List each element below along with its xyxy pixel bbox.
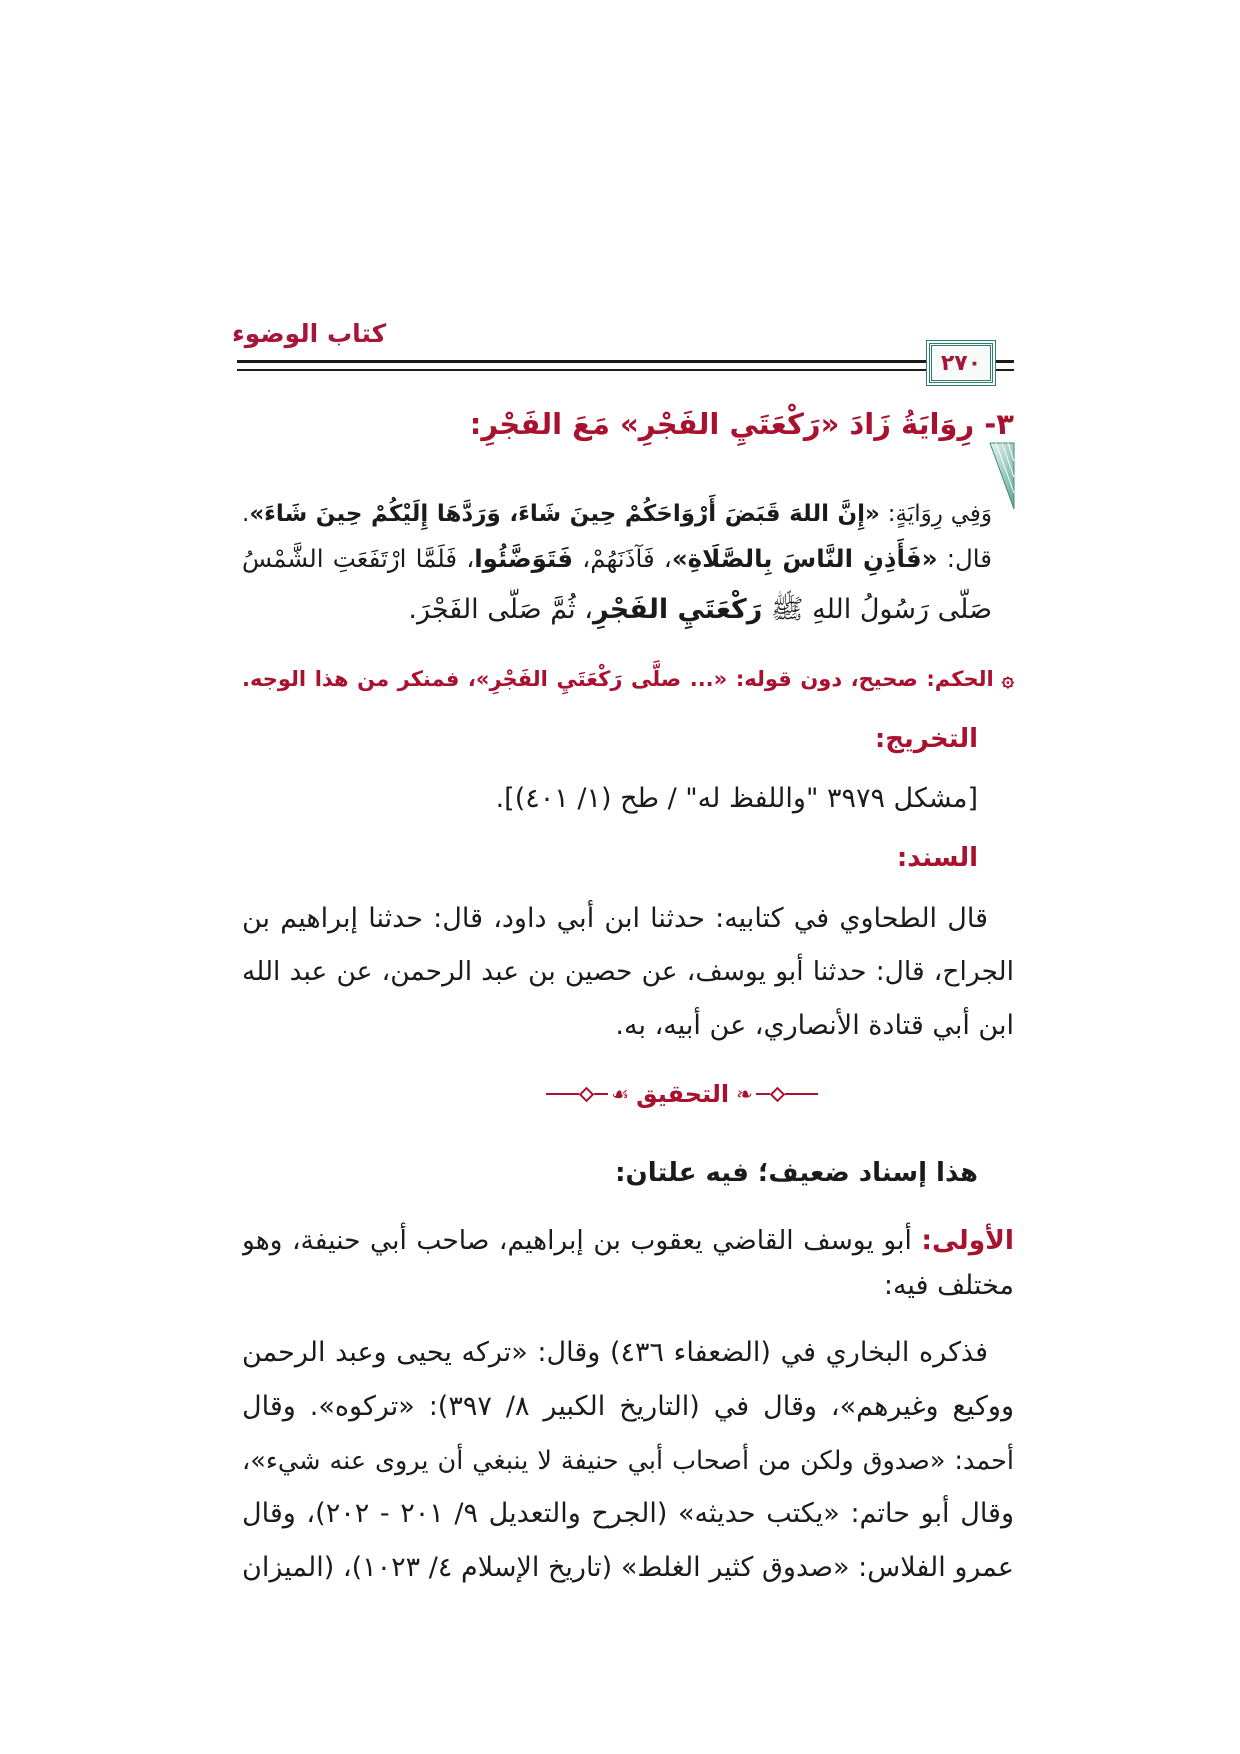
quote-text: ، فَلَمَّا ارْتَفَعَتِ الشَّمْسُ bbox=[242, 544, 475, 573]
paragraph-line: أحمد: «صدوق ولكن من أصحاب أبي حنيفة لا ينبغي أن يروى عنه شيء»، bbox=[242, 1446, 1014, 1476]
header-rule bbox=[237, 369, 927, 371]
sanad-line: الجراح، قال: حدثنا أبو يوسف، عن حصين بن عبد الرحمن، عن عبد الله bbox=[242, 956, 1014, 987]
ruling-line bbox=[242, 657, 1014, 701]
header-rule bbox=[237, 360, 927, 363]
ruling-label: الحكم: bbox=[926, 667, 994, 691]
ruling-text: صحيح، دون قوله: «... صلَّى رَكْعَتَيِ الفَجْرِ»، فمنكر من هذا الوجه. bbox=[242, 667, 927, 691]
sanad-line: قال الطحاوي في كتابيه: حدثنا ابن أبي داود، قال: حدثنا إبراهيم بن bbox=[242, 903, 988, 934]
quote-text: صَلَّى رَسُولُ اللهِ ﷺ bbox=[762, 594, 992, 625]
divider-flourish-icon bbox=[611, 1072, 629, 1116]
quote-line bbox=[242, 588, 992, 632]
quote-hadith-text: «فَأَذِنِ النَّاسَ بِالصَّلَاةِ» bbox=[671, 544, 938, 573]
ornament-icon: ۞ bbox=[1001, 667, 1014, 691]
quote-corner-ornament-icon bbox=[988, 441, 1016, 511]
paragraph-line: وقال أبو حاتم: «يكتب حديثه» (الجرح والتعديل ٩/ ٢٠١ - ٢٠٢)، وقال bbox=[242, 1498, 1014, 1529]
quote-intro: وَفِي رِوَايَةٍ: bbox=[879, 501, 992, 527]
divider-rule bbox=[756, 1093, 770, 1095]
divider-title: التحقيق bbox=[636, 1080, 730, 1108]
divider-flourish-icon bbox=[736, 1072, 753, 1116]
takhrij-label: التخريج: bbox=[874, 724, 978, 754]
quote-line bbox=[242, 492, 992, 536]
paragraph-line: عمرو الفلاس: «صدوق كثير الغلط» (تاريخ الإسلام ٤/ ١٠٢٣)، (الميزان bbox=[242, 1552, 1014, 1583]
header-rule bbox=[994, 369, 1014, 371]
quote-text: ، فَآذَنَهُمْ، bbox=[573, 544, 672, 573]
paragraph-line: ووكيع وغيرهم»، وقال في (التاريخ الكبير ٨/ ٣٩٧): «تركوه». وقال bbox=[242, 1391, 1014, 1422]
first-defect-line: مختلف فيه: bbox=[883, 1270, 1014, 1301]
quote-hadith-text: فَتَوَضَّئُوا bbox=[474, 544, 574, 573]
quote-text: قال: bbox=[937, 544, 992, 573]
takhrij-reference: [مشكل ٣٩٧٩ "واللفظ له" / طح (١/ ٤٠١)]. bbox=[495, 783, 978, 814]
divider-rule bbox=[785, 1093, 818, 1095]
header-rule bbox=[994, 360, 1014, 363]
paragraph-line: فذكره البخاري في (الضعفاء ٤٣٦) وقال: «تركه يحيى وعبد الرحمن bbox=[242, 1337, 989, 1368]
tahqiq-divider bbox=[546, 1072, 818, 1116]
sanad-line: ابن أبي قتادة الأنصاري، عن أبيه، به. bbox=[615, 1010, 1014, 1041]
first-defect-text: أبو يوسف القاضي يعقوب بن إبراهيم، صاحب أبي حنيفة، وهو bbox=[242, 1225, 922, 1256]
quote-hadith-text: رَكْعَتَيِ الفَجْرِ bbox=[593, 594, 763, 625]
page-number-box bbox=[929, 343, 993, 383]
divider-diamond-icon bbox=[770, 1086, 786, 1102]
tahqiq-summary: هذا إسناد ضعيف؛ فيه علتان: bbox=[615, 1158, 978, 1188]
divider-diamond-icon bbox=[579, 1086, 595, 1102]
page-number: ٢٧٠ bbox=[940, 350, 982, 376]
sanad-label: السند: bbox=[896, 843, 978, 873]
quote-hadith-text: «إِنَّ اللهَ قَبَضَ أَرْوَاحَكُمْ حِينَ شَاءَ، وَرَدَّهَا إِلَيْكُمْ حِينَ شَاءَ» bbox=[249, 501, 880, 527]
first-defect-label: الأولى: bbox=[921, 1225, 1014, 1256]
section-heading: ٣- رِوَايَةُ زَادَ «رَكْعَتَيِ الفَجْرِ» مَعَ الفَجْرِ: bbox=[469, 407, 1014, 441]
divider-rule bbox=[594, 1093, 608, 1095]
quote-line bbox=[242, 537, 992, 581]
first-defect-line bbox=[242, 1219, 1014, 1263]
divider-rule bbox=[546, 1093, 579, 1095]
quote-text: ، ثُمَّ صَلَّى الفَجْرَ. bbox=[408, 594, 593, 625]
running-header-chapter-title: كتاب الوضوء bbox=[232, 319, 387, 348]
quote-text: . bbox=[242, 501, 250, 527]
